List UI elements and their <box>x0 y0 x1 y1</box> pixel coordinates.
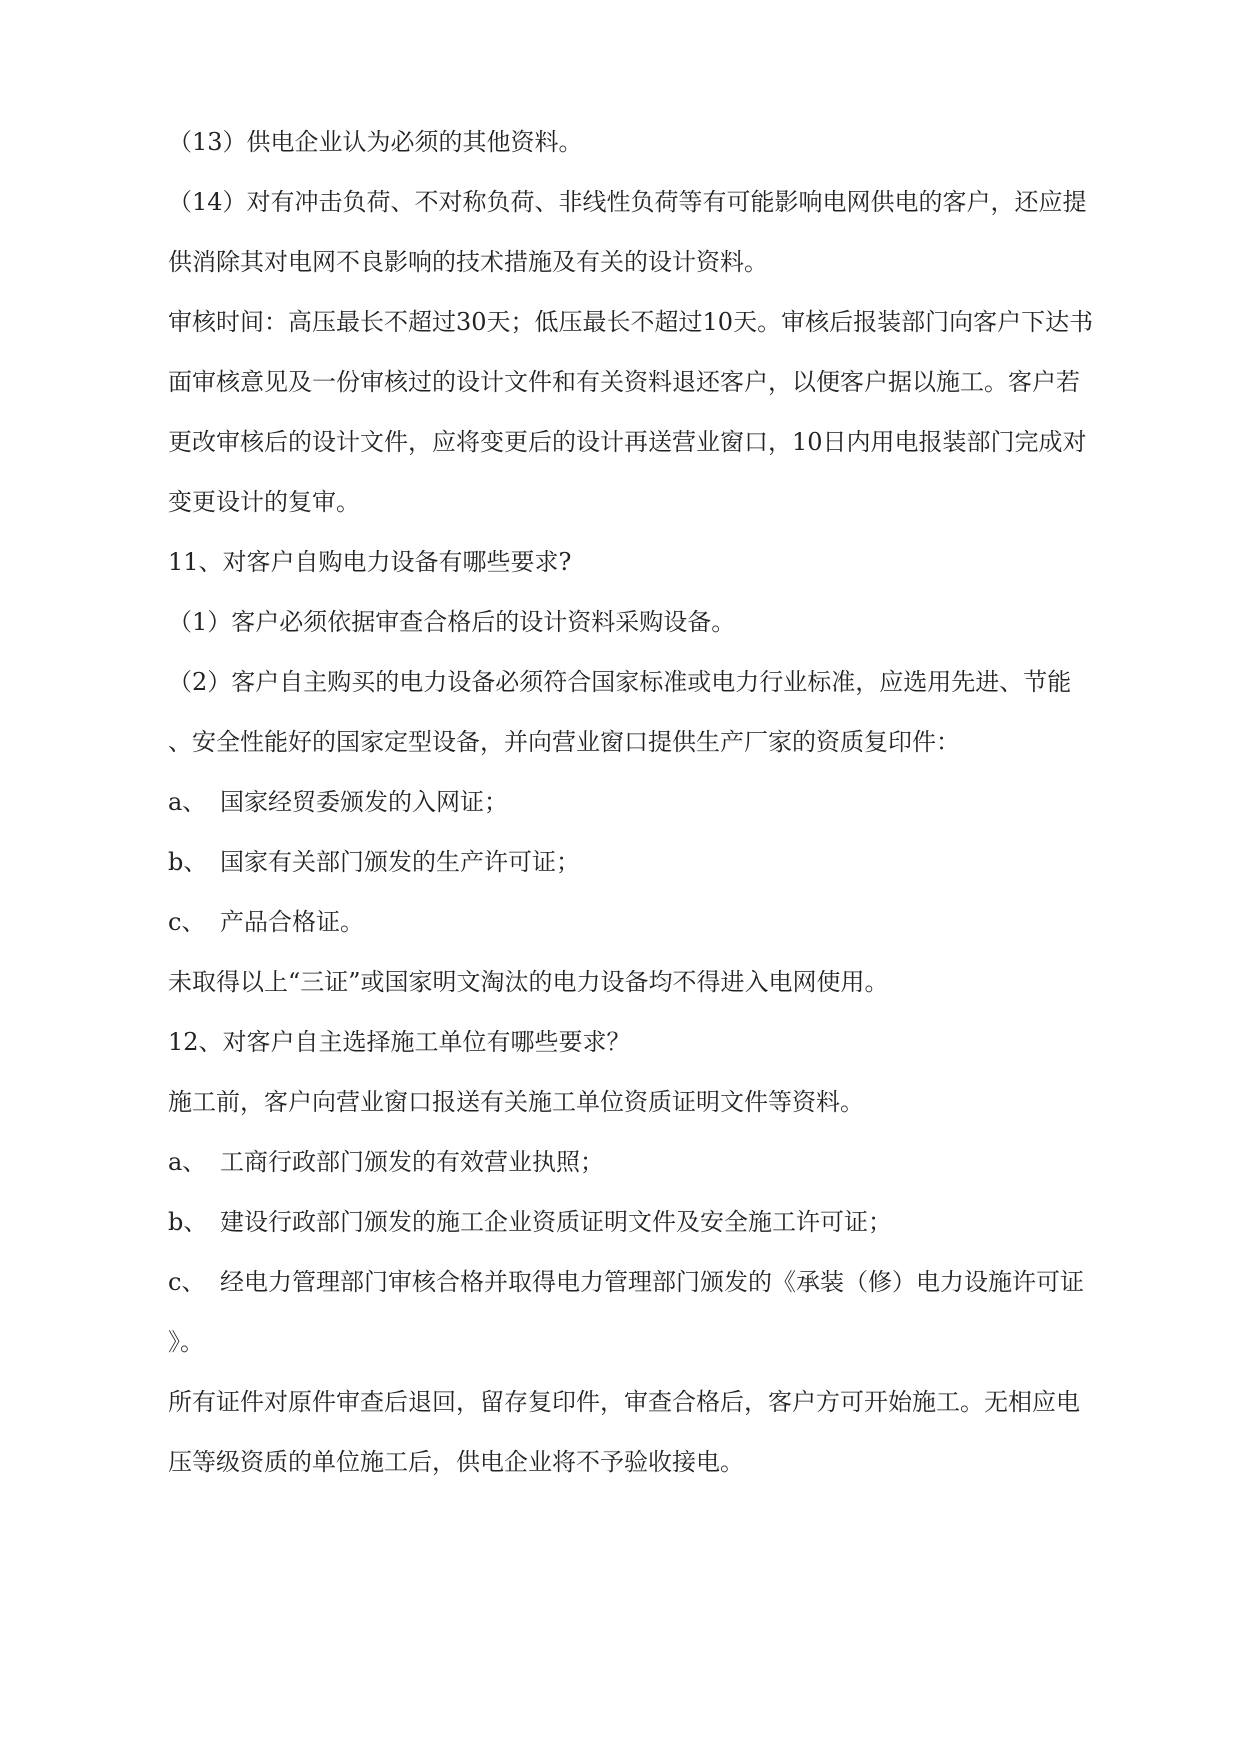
list-marker: c、 <box>168 908 206 936</box>
paragraph-14-line-1: （14）对有冲击负荷、不对称负荷、非线性负荷等有可能影响电网供电的客户，还应提 <box>168 188 1087 216</box>
list-item-text: 工商行政部门颁发的有效营业执照； <box>220 1148 604 1176</box>
list-item <box>168 1262 1084 1302</box>
list-marker: b、 <box>168 848 208 876</box>
list-item-c-continuation: 》。 <box>168 1328 204 1356</box>
question-12-heading: 12、对客户自主选择施工单位有哪些要求？ <box>168 1028 631 1056</box>
list-item <box>168 782 508 822</box>
list-item <box>168 1202 892 1242</box>
list-item <box>168 842 580 882</box>
list-marker: a、 <box>168 1148 207 1176</box>
review-time-line-3: 更改审核后的设计文件，应将变更后的设计再送营业窗口，10日内用电报装部门完成对 <box>168 428 1087 456</box>
requirement-1: （1）客户必须依据审查合格后的设计资料采购设备。 <box>168 608 736 636</box>
paragraph-13: （13）供电企业认为必须的其他资料。 <box>168 128 583 156</box>
final-note-line-1: 所有证件对原件审查后退回，留存复印件，审查合格后，客户方可开始施工。无相应电 <box>168 1388 1080 1416</box>
final-note-line-2: 压等级资质的单位施工后，供电企业将不予验收接电。 <box>168 1448 744 1476</box>
requirement-2-line-1: （2）客户自主购买的电力设备必须符合国家标准或电力行业标准，应选用先进、节能 <box>168 668 1072 696</box>
list-marker: b、 <box>168 1208 208 1236</box>
list-item-text: 经电力管理部门审核合格并取得电力管理部门颁发的《承装（修）电力设施许可证 <box>220 1268 1084 1296</box>
review-time-line-1: 审核时间：高压最长不超过30天；低压最长不超过10天。审核后报装部门向客户下达书 <box>168 308 1094 336</box>
list-item <box>168 902 364 942</box>
list-item <box>168 1142 604 1182</box>
list-marker: a、 <box>168 788 207 816</box>
list-item-text: 国家经贸委颁发的入网证； <box>220 788 508 816</box>
review-time-line-4: 变更设计的复审。 <box>168 488 360 516</box>
list-item-text: 国家有关部门颁发的生产许可证； <box>220 848 580 876</box>
list-item-text: 建设行政部门颁发的施工企业资质证明文件及安全施工许可证； <box>220 1208 892 1236</box>
requirement-2-line-2: 、安全性能好的国家定型设备，并向营业窗口提供生产厂家的资质复印件： <box>168 728 960 756</box>
three-certificates-note: 未取得以上“三证”或国家明文淘汰的电力设备均不得进入电网使用。 <box>168 968 889 996</box>
paragraph-14-line-2: 供消除其对电网不良影响的技术措施及有关的设计资料。 <box>168 248 768 276</box>
list-item-text: 产品合格证。 <box>220 908 364 936</box>
review-time-line-2: 面审核意见及一份审核过的设计文件和有关资料退还客户，以便客户据以施工。客户若 <box>168 368 1080 396</box>
list-marker: c、 <box>168 1268 206 1296</box>
pre-construction-note: 施工前，客户向营业窗口报送有关施工单位资质证明文件等资料。 <box>168 1088 864 1116</box>
question-11-heading: 11、对客户自购电力设备有哪些要求? <box>168 548 572 576</box>
